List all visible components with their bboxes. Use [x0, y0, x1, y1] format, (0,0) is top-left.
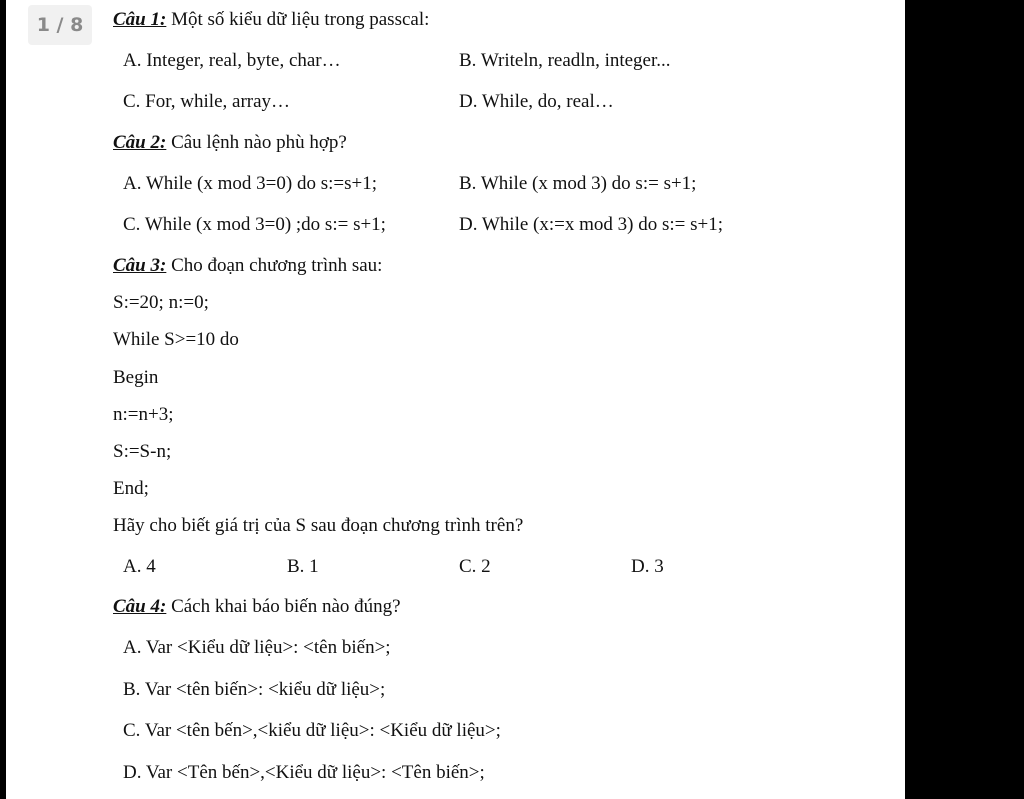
q4-option-c: C. Var <tên bến>,<kiểu dữ liệu>: <Kiểu dữ liệu>;: [123, 720, 501, 741]
code-line: While S>=10 do: [113, 329, 239, 350]
question-4-label: Câu 4:: [113, 596, 167, 617]
code-line: Begin: [113, 367, 159, 388]
q4-option-a: A. Var <Kiểu dữ liệu>: <tên biến>;: [123, 637, 391, 658]
question-3-text: Cho đoạn chương trình sau:: [171, 255, 383, 276]
page-counter: 1 / 8: [28, 5, 92, 45]
q2-option-d: D. While (x:=x mod 3) do s:= s+1;: [459, 214, 724, 235]
q2-option-b: B. While (x mod 3) do s:= s+1;: [459, 173, 697, 194]
q1-option-c: C. For, while, array…: [123, 91, 291, 112]
q1-option-a: A. Integer, real, byte, char…: [123, 50, 341, 71]
question-3: [113, 255, 382, 277]
question-3-label: Câu 3:: [113, 255, 167, 276]
viewer-background: [905, 0, 1024, 799]
code-line: S:=20; n:=0;: [113, 292, 209, 313]
question-2-label: Câu 2:: [113, 132, 167, 153]
q3-option-b: B. 1: [287, 556, 319, 577]
q2-option-a: A. While (x mod 3=0) do s:=s+1;: [123, 173, 377, 194]
question-2: [113, 132, 347, 154]
code-line: S:=S-n;: [113, 441, 172, 462]
q4-option-b: B. Var <tên biến>: <kiểu dữ liệu>;: [123, 679, 386, 700]
question-4-text: Cách khai báo biến nào đúng?: [171, 596, 401, 617]
q1-option-d: D. While, do, real…: [459, 91, 614, 112]
q3-option-c: C. 2: [459, 556, 491, 577]
q3-option-d: D. 3: [631, 556, 664, 577]
code-line: End;: [113, 478, 149, 499]
q1-option-b: B. Writeln, readln, integer...: [459, 50, 671, 71]
question-2-text: Câu lệnh nào phù hợp?: [171, 132, 347, 153]
code-line: n:=n+3;: [113, 404, 174, 425]
q2-option-c: C. While (x mod 3=0) ;do s:= s+1;: [123, 214, 386, 235]
question-1: [113, 9, 429, 31]
question-4: [113, 596, 401, 618]
question-1-label: Câu 1:: [113, 9, 167, 30]
question-3-prompt: Hãy cho biết giá trị của S sau đoạn chương trình trên?: [113, 515, 524, 536]
document-page: [6, 0, 905, 799]
q4-option-d: D. Var <Tên bến>,<Kiểu dữ liệu>: <Tên biến>;: [123, 762, 485, 783]
question-1-text: Một số kiểu dữ liệu trong passcal:: [171, 9, 430, 30]
q3-option-a: A. 4: [123, 556, 156, 577]
